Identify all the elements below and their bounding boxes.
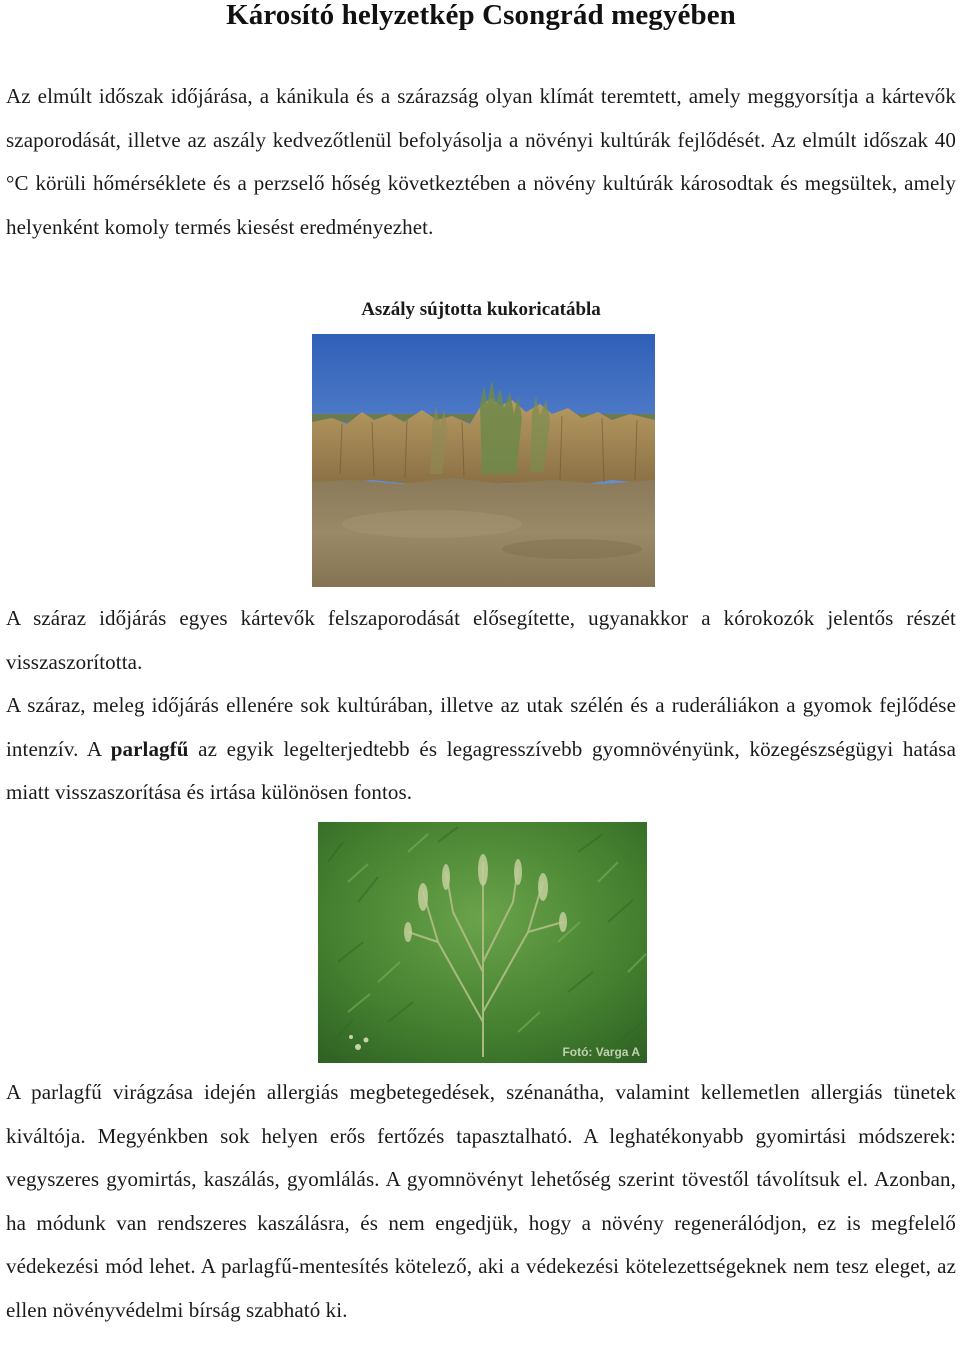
intro-paragraph: Az elmúlt időszak időjárása, a kánikula és a szárazság olyan klímát teremtett, amely meggyorsítja a kártevők szaporodását, illetve az aszály kedvezőtlenül befolyásolja a növényi kultúrák fejlődését. Az elmúlt időszak 40 °C körüli hőmérséklete és a perzselő hőség következtében a növény kultúrák károsodtak és megsültek, amely helyenként komoly termés kiesést eredményezhet. xyxy=(6,84,956,239)
paragraph-weeds xyxy=(6,684,956,815)
term-parlagfu: parlagfű xyxy=(110,736,189,761)
document-page xyxy=(6,0,956,1322)
page-title: Károsító helyzetkép Csongrád megyében xyxy=(226,0,736,31)
paragraph-pests: A száraz időjárás egyes kártevők felszaporodását elősegítette, ugyanakkor a kórokozók jelentős részét visszaszorította. xyxy=(6,606,956,674)
photo-credit: Fotó: Varga A xyxy=(562,1045,640,1059)
figure-caption-corn: Aszály sújtotta kukoricatábla xyxy=(361,299,601,320)
drought-corn-field-photo xyxy=(312,334,655,587)
ragweed-photo xyxy=(318,822,647,1063)
paragraph-weeds-text-after: az egyik legelterjedtebb és legagresszívebb gyomnövényünk, közegészségügyi hatása miatt visszaszorítása és irtása különösen fontos. xyxy=(6,736,956,804)
paragraph-allergy: A parlagfű virágzása idején allergiás megbetegedések, szénanátha, valamint kellemetlen allergiás tünetek kiváltója. Megyénkben sok helyen erős fertőzés tapasztalható. A leghatékonyabb gyomirtási módszerek: vegyszeres gyomirtás, kaszálás, gyomlálás. A gyomnövényt lehetőség szerint tövestől távolítsuk el. Azonban, ha módunk van rendszeres kaszálásra, és nem engedjük, hogy a növény regenerálódjon, ez is megfelelő védekezési mód lehet. A parlagfű-mentesítés kötelező, aki a védekezési kötelezettségeknek nem tesz eleget, az ellen növényvédelmi bírság szabható ki. xyxy=(6,1080,956,1322)
paragraph-weeds-text-before: A száraz, meleg időjárás ellenére sok kultúrában, illetve az utak szélén és a ruderáliákon a gyomok fejlődése intenzív. A xyxy=(6,693,956,761)
